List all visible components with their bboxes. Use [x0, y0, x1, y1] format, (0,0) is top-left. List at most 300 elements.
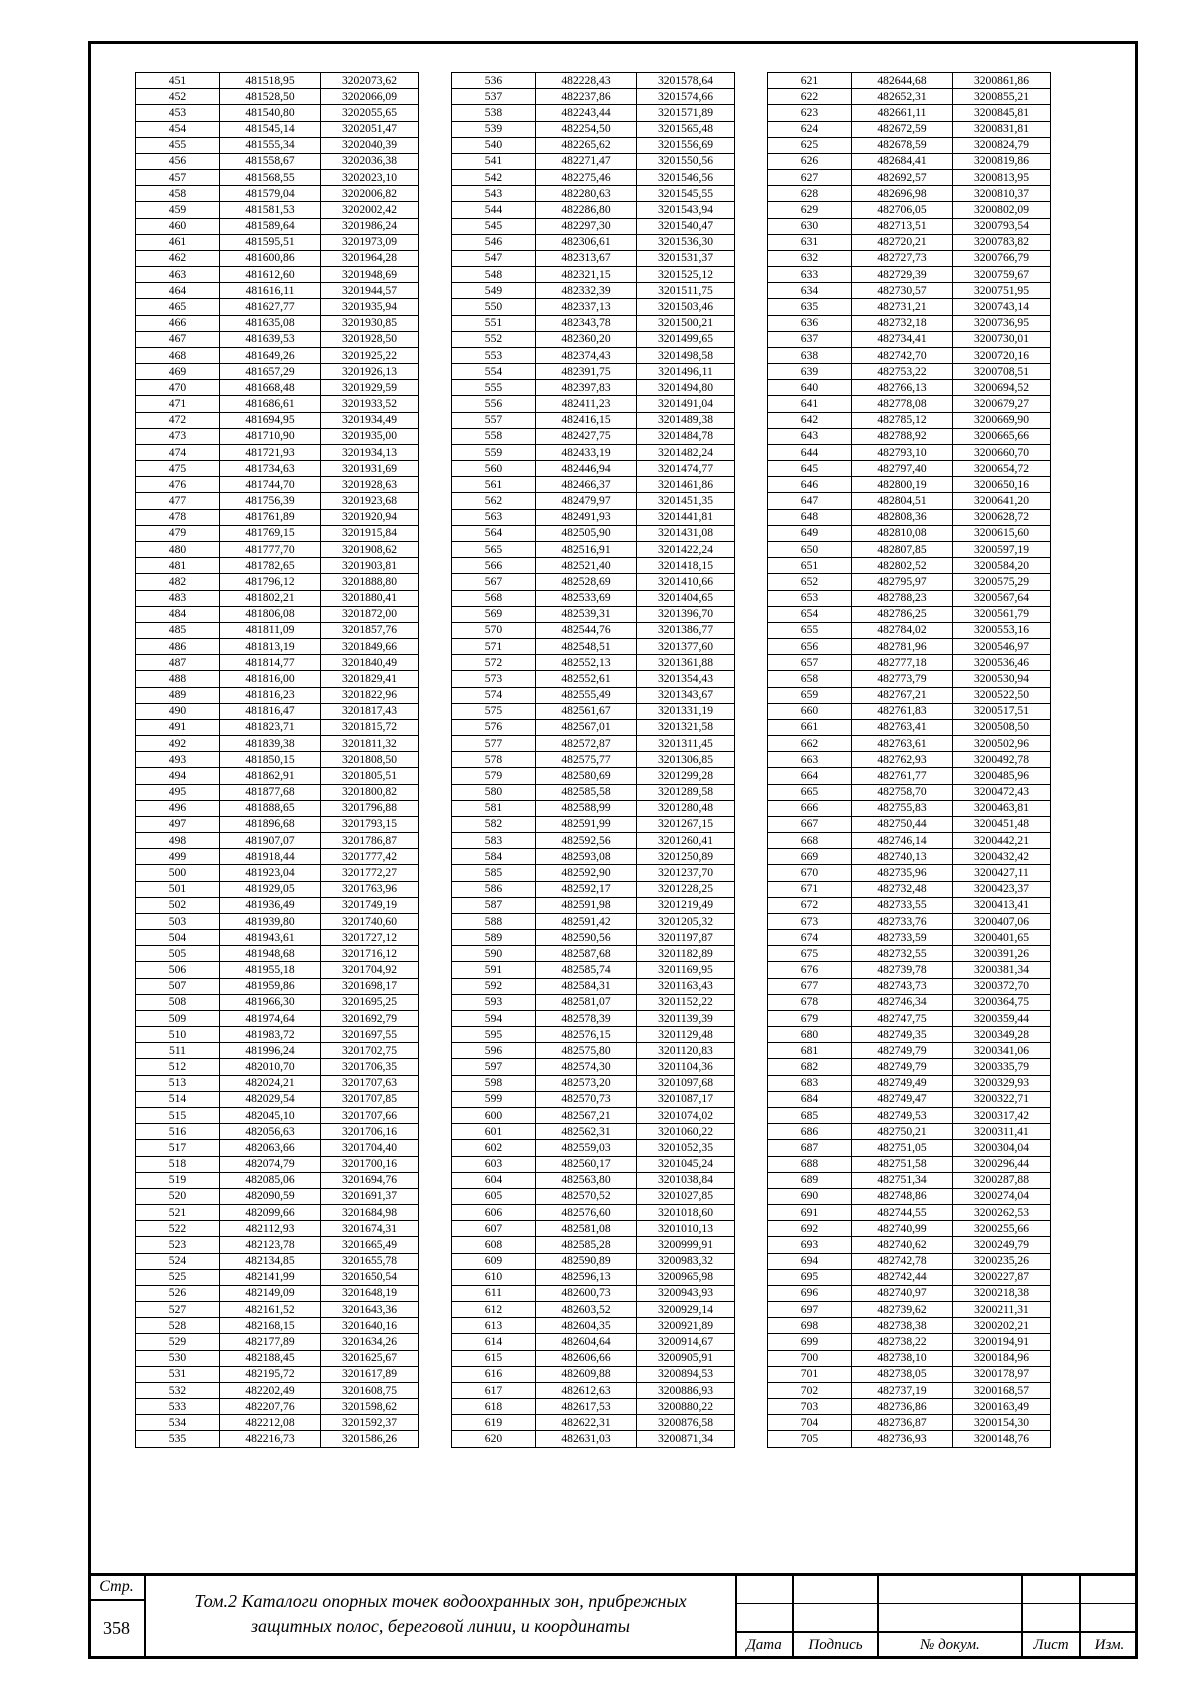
y-coordinate-cell: 3200802,09: [953, 202, 1051, 218]
x-coordinate-cell: 482749,53: [852, 1108, 953, 1124]
table-row: [768, 865, 1051, 881]
y-coordinate-cell: 3201727,12: [321, 930, 419, 946]
y-coordinate-cell: 3200407,06: [953, 913, 1051, 929]
x-coordinate-cell: 482606,66: [536, 1350, 637, 1366]
y-coordinate-cell: 3201299,28: [637, 768, 735, 784]
x-coordinate-cell: 482337,13: [536, 299, 637, 315]
y-coordinate-cell: 3200517,51: [953, 703, 1051, 719]
point-number-cell: 612: [452, 1302, 536, 1318]
y-coordinate-cell: 3200442,21: [953, 833, 1051, 849]
y-coordinate-cell: 3200317,42: [953, 1108, 1051, 1124]
x-coordinate-cell: 482560,17: [536, 1156, 637, 1172]
point-number-cell: 500: [136, 865, 220, 881]
table-row: [136, 784, 419, 800]
y-coordinate-cell: 3200553,16: [953, 622, 1051, 638]
point-number-cell: 562: [452, 493, 536, 509]
x-coordinate-cell: 482207,76: [220, 1399, 321, 1415]
point-number-cell: 554: [452, 364, 536, 380]
point-number-cell: 537: [452, 89, 536, 105]
x-coordinate-cell: 481974,64: [220, 1010, 321, 1026]
table-row: [136, 1350, 419, 1366]
y-coordinate-cell: 3201536,30: [637, 234, 735, 250]
table-row: [768, 590, 1051, 606]
point-number-cell: 491: [136, 719, 220, 735]
x-coordinate-cell: 481996,24: [220, 1043, 321, 1059]
point-number-cell: 507: [136, 978, 220, 994]
point-number-cell: 475: [136, 461, 220, 477]
x-coordinate-cell: 482567,21: [536, 1108, 637, 1124]
coordinate-table-3: [767, 72, 1051, 1448]
point-number-cell: 564: [452, 525, 536, 541]
x-coordinate-cell: 481694,95: [220, 412, 321, 428]
y-coordinate-cell: 3201964,28: [321, 250, 419, 266]
point-number-cell: 474: [136, 444, 220, 460]
x-coordinate-cell: 481823,71: [220, 719, 321, 735]
table-row: [768, 73, 1051, 89]
point-number-cell: 577: [452, 736, 536, 752]
y-coordinate-cell: 3201152,22: [637, 994, 735, 1010]
x-coordinate-cell: 482254,50: [536, 121, 637, 137]
x-coordinate-cell: 481896,68: [220, 816, 321, 832]
point-number-cell: 497: [136, 816, 220, 832]
y-coordinate-cell: 3200401,65: [953, 930, 1051, 946]
point-number-cell: 666: [768, 800, 852, 816]
point-number-cell: 522: [136, 1221, 220, 1237]
x-coordinate-cell: 482730,57: [852, 283, 953, 299]
x-coordinate-cell: 481545,14: [220, 121, 321, 137]
x-coordinate-cell: 482727,73: [852, 250, 953, 266]
table-row: [136, 800, 419, 816]
y-coordinate-cell: 3200287,88: [953, 1172, 1051, 1188]
x-coordinate-cell: 481877,68: [220, 784, 321, 800]
table-row: [136, 978, 419, 994]
coordinate-table-2: [451, 72, 735, 1448]
table-row: [768, 234, 1051, 250]
table-row: [768, 703, 1051, 719]
x-coordinate-cell: 482591,99: [536, 816, 637, 832]
point-number-cell: 705: [768, 1431, 852, 1447]
x-coordinate-cell: 482343,78: [536, 315, 637, 331]
y-coordinate-cell: 3201811,32: [321, 736, 419, 752]
table-row: [452, 655, 735, 671]
table-row: [136, 1253, 419, 1269]
point-number-cell: 599: [452, 1091, 536, 1107]
table-row: [136, 267, 419, 283]
table-row: [136, 331, 419, 347]
x-coordinate-cell: 482090,59: [220, 1188, 321, 1204]
y-coordinate-cell: 3200381,34: [953, 962, 1051, 978]
point-number-cell: 547: [452, 250, 536, 266]
point-number-cell: 586: [452, 881, 536, 897]
point-number-cell: 636: [768, 315, 852, 331]
point-number-cell: 620: [452, 1431, 536, 1447]
point-number-cell: 589: [452, 930, 536, 946]
table-row: [136, 1108, 419, 1124]
x-coordinate-cell: 482123,78: [220, 1237, 321, 1253]
table-row: [768, 1043, 1051, 1059]
stamp-col-date: Дата: [746, 1637, 782, 1653]
point-number-cell: 624: [768, 121, 852, 137]
y-coordinate-cell: 3201880,41: [321, 590, 419, 606]
y-coordinate-cell: 3201643,36: [321, 1302, 419, 1318]
point-number-cell: 696: [768, 1285, 852, 1301]
y-coordinate-cell: 3201496,11: [637, 364, 735, 380]
table-row: [452, 1108, 735, 1124]
y-coordinate-cell: 3200669,90: [953, 412, 1051, 428]
point-number-cell: 494: [136, 768, 220, 784]
table-row: [768, 396, 1051, 412]
y-coordinate-cell: 3201704,40: [321, 1140, 419, 1156]
point-number-cell: 653: [768, 590, 852, 606]
y-coordinate-cell: 3200296,44: [953, 1156, 1051, 1172]
y-coordinate-cell: 3201707,66: [321, 1108, 419, 1124]
x-coordinate-cell: 482749,35: [852, 1027, 953, 1043]
x-coordinate-cell: 481811,09: [220, 622, 321, 638]
y-coordinate-cell: 3201948,69: [321, 267, 419, 283]
table-row: [452, 218, 735, 234]
table-row: [768, 978, 1051, 994]
y-coordinate-cell: 3200999,91: [637, 1237, 735, 1253]
y-coordinate-cell: 3201935,94: [321, 299, 419, 315]
x-coordinate-cell: 482738,22: [852, 1334, 953, 1350]
point-number-cell: 610: [452, 1269, 536, 1285]
point-number-cell: 688: [768, 1156, 852, 1172]
table-row: [136, 186, 419, 202]
table-row: [452, 444, 735, 460]
table-row: [768, 1399, 1051, 1415]
x-coordinate-cell: 482807,85: [852, 541, 953, 557]
point-number-cell: 681: [768, 1043, 852, 1059]
point-number-cell: 684: [768, 1091, 852, 1107]
y-coordinate-cell: 3200766,79: [953, 250, 1051, 266]
table-row: [452, 186, 735, 202]
x-coordinate-cell: 482788,23: [852, 590, 953, 606]
y-coordinate-cell: 3202036,38: [321, 153, 419, 169]
y-coordinate-cell: 3200322,71: [953, 1091, 1051, 1107]
table-row: [452, 202, 735, 218]
table-row: [136, 881, 419, 897]
point-number-cell: 665: [768, 784, 852, 800]
y-coordinate-cell: 3201422,24: [637, 541, 735, 557]
table-row: [452, 639, 735, 655]
point-number-cell: 560: [452, 461, 536, 477]
table-row: [136, 1334, 419, 1350]
table-row: [768, 493, 1051, 509]
table-row: [136, 234, 419, 250]
point-number-cell: 698: [768, 1318, 852, 1334]
table-row: [452, 250, 735, 266]
y-coordinate-cell: 3201796,88: [321, 800, 419, 816]
y-coordinate-cell: 3201205,32: [637, 913, 735, 929]
y-coordinate-cell: 3202040,39: [321, 137, 419, 153]
point-number-cell: 629: [768, 202, 852, 218]
y-coordinate-cell: 3201018,60: [637, 1205, 735, 1221]
y-coordinate-cell: 3200759,67: [953, 267, 1051, 283]
x-coordinate-cell: 482580,69: [536, 768, 637, 784]
table-row: [452, 946, 735, 962]
x-coordinate-cell: 482609,88: [536, 1366, 637, 1382]
table-row: [768, 364, 1051, 380]
x-coordinate-cell: 481816,00: [220, 671, 321, 687]
point-number-cell: 611: [452, 1285, 536, 1301]
table-row: [768, 1302, 1051, 1318]
y-coordinate-cell: 3200965,98: [637, 1269, 735, 1285]
table-row: [768, 946, 1051, 962]
point-number-cell: 476: [136, 477, 220, 493]
table-row: [768, 1156, 1051, 1172]
x-coordinate-cell: 482085,06: [220, 1172, 321, 1188]
table-row: [768, 1334, 1051, 1350]
table-row: [452, 881, 735, 897]
x-coordinate-cell: 482590,56: [536, 930, 637, 946]
point-number-cell: 597: [452, 1059, 536, 1075]
point-number-cell: 479: [136, 525, 220, 541]
x-coordinate-cell: 482243,44: [536, 105, 637, 121]
y-coordinate-cell: 3201598,62: [321, 1399, 419, 1415]
x-coordinate-cell: 481918,44: [220, 849, 321, 865]
table-row: [452, 347, 735, 363]
table-row: [768, 444, 1051, 460]
y-coordinate-cell: 3200751,95: [953, 283, 1051, 299]
y-coordinate-cell: 3201540,47: [637, 218, 735, 234]
x-coordinate-cell: 482141,99: [220, 1269, 321, 1285]
table-row: [768, 331, 1051, 347]
point-number-cell: 668: [768, 833, 852, 849]
table-row: [452, 137, 735, 153]
point-number-cell: 647: [768, 493, 852, 509]
x-coordinate-cell: 482544,76: [536, 622, 637, 638]
y-coordinate-cell: 3200364,75: [953, 994, 1051, 1010]
point-number-cell: 704: [768, 1415, 852, 1431]
table-row: [452, 833, 735, 849]
table-row: [768, 428, 1051, 444]
x-coordinate-cell: 482736,86: [852, 1399, 953, 1415]
x-coordinate-cell: 482572,87: [536, 736, 637, 752]
x-coordinate-cell: 481668,48: [220, 380, 321, 396]
stamp-divider: [736, 1603, 1138, 1604]
y-coordinate-cell: 3200810,37: [953, 186, 1051, 202]
point-number-cell: 584: [452, 849, 536, 865]
x-coordinate-cell: 482590,89: [536, 1253, 637, 1269]
y-coordinate-cell: 3200905,91: [637, 1350, 735, 1366]
point-number-cell: 556: [452, 396, 536, 412]
point-number-cell: 644: [768, 444, 852, 460]
table-row: [452, 1140, 735, 1156]
point-number-cell: 469: [136, 364, 220, 380]
x-coordinate-cell: 482736,93: [852, 1431, 953, 1447]
table-row: [768, 816, 1051, 832]
y-coordinate-cell: 3201934,13: [321, 444, 419, 460]
x-coordinate-cell: 482706,05: [852, 202, 953, 218]
y-coordinate-cell: 3200679,27: [953, 396, 1051, 412]
x-coordinate-cell: 482746,14: [852, 833, 953, 849]
point-number-cell: 576: [452, 719, 536, 735]
table-row: [452, 1350, 735, 1366]
table-row: [768, 1075, 1051, 1091]
document-title-line1: Том.2 Каталоги опорных точек водоохранных зон, прибрежных: [194, 1591, 687, 1611]
x-coordinate-cell: 482570,73: [536, 1091, 637, 1107]
y-coordinate-cell: 3200530,94: [953, 671, 1051, 687]
table-row: [136, 461, 419, 477]
y-coordinate-cell: 3201498,58: [637, 347, 735, 363]
point-number-cell: 593: [452, 994, 536, 1010]
table-row: [452, 380, 735, 396]
y-coordinate-cell: 3201545,55: [637, 186, 735, 202]
table-row: [452, 428, 735, 444]
x-coordinate-cell: 482773,79: [852, 671, 953, 687]
y-coordinate-cell: 3201139,39: [637, 1010, 735, 1026]
x-coordinate-cell: 482593,08: [536, 849, 637, 865]
point-number-cell: 488: [136, 671, 220, 687]
x-coordinate-cell: 482747,75: [852, 1010, 953, 1026]
table-row: [768, 1431, 1051, 1447]
x-coordinate-cell: 482742,78: [852, 1253, 953, 1269]
y-coordinate-cell: 3201973,09: [321, 234, 419, 250]
table-row: [136, 1140, 419, 1156]
x-coordinate-cell: 482177,89: [220, 1334, 321, 1350]
table-row: [136, 428, 419, 444]
y-coordinate-cell: 3200202,21: [953, 1318, 1051, 1334]
y-coordinate-cell: 3201698,17: [321, 978, 419, 994]
x-coordinate-cell: 482644,68: [852, 73, 953, 89]
x-coordinate-cell: 482713,51: [852, 218, 953, 234]
y-coordinate-cell: 3201872,00: [321, 606, 419, 622]
point-number-cell: 674: [768, 930, 852, 946]
point-number-cell: 677: [768, 978, 852, 994]
table-row: [136, 590, 419, 606]
y-coordinate-cell: 3201920,94: [321, 509, 419, 525]
table-row: [452, 541, 735, 557]
table-row: [452, 493, 735, 509]
table-row: [452, 396, 735, 412]
y-coordinate-cell: 3201197,87: [637, 930, 735, 946]
table-row: [136, 218, 419, 234]
x-coordinate-cell: 481635,08: [220, 315, 321, 331]
point-number-cell: 464: [136, 283, 220, 299]
table-row: [768, 186, 1051, 202]
table-row: [452, 687, 735, 703]
x-coordinate-cell: 481814,77: [220, 655, 321, 671]
point-number-cell: 468: [136, 347, 220, 363]
y-coordinate-cell: 3200597,19: [953, 541, 1051, 557]
x-coordinate-cell: 481639,53: [220, 331, 321, 347]
y-coordinate-cell: 3200211,31: [953, 1302, 1051, 1318]
x-coordinate-cell: 482739,62: [852, 1302, 953, 1318]
table-row: [136, 1156, 419, 1172]
y-coordinate-cell: 3200413,41: [953, 897, 1051, 913]
y-coordinate-cell: 3201684,98: [321, 1205, 419, 1221]
y-coordinate-cell: 3201674,31: [321, 1221, 419, 1237]
x-coordinate-cell: 482729,39: [852, 267, 953, 283]
table-row: [768, 541, 1051, 557]
point-number-cell: 570: [452, 622, 536, 638]
x-coordinate-cell: 482433,19: [536, 444, 637, 460]
y-coordinate-cell: 3201120,83: [637, 1043, 735, 1059]
point-number-cell: 601: [452, 1124, 536, 1140]
x-coordinate-cell: 482237,86: [536, 89, 637, 105]
y-coordinate-cell: 3200861,86: [953, 73, 1051, 89]
point-number-cell: 695: [768, 1269, 852, 1285]
point-number-cell: 630: [768, 218, 852, 234]
table-row: [452, 978, 735, 994]
point-number-cell: 480: [136, 541, 220, 557]
point-number-cell: 657: [768, 655, 852, 671]
table-row: [136, 541, 419, 557]
x-coordinate-cell: 482746,34: [852, 994, 953, 1010]
x-coordinate-cell: 482622,31: [536, 1415, 637, 1431]
stamp-divider: [736, 1631, 1138, 1633]
point-number-cell: 470: [136, 380, 220, 396]
point-number-cell: 590: [452, 946, 536, 962]
table-row: [768, 1285, 1051, 1301]
point-number-cell: 633: [768, 267, 852, 283]
y-coordinate-cell: 3200708,51: [953, 364, 1051, 380]
table-row: [768, 1269, 1051, 1285]
x-coordinate-cell: 482411,23: [536, 396, 637, 412]
y-coordinate-cell: 3201169,95: [637, 962, 735, 978]
x-coordinate-cell: 482010,70: [220, 1059, 321, 1075]
y-coordinate-cell: 3200423,37: [953, 881, 1051, 897]
point-number-cell: 600: [452, 1108, 536, 1124]
table-row: [768, 315, 1051, 331]
y-coordinate-cell: 3201499,65: [637, 331, 735, 347]
table-row: [136, 768, 419, 784]
point-number-cell: 685: [768, 1108, 852, 1124]
y-coordinate-cell: 3201716,12: [321, 946, 419, 962]
table-row: [136, 752, 419, 768]
y-coordinate-cell: 3201451,35: [637, 493, 735, 509]
y-coordinate-cell: 3201808,50: [321, 752, 419, 768]
point-number-cell: 512: [136, 1059, 220, 1075]
table-row: [452, 1415, 735, 1431]
y-coordinate-cell: 3201311,45: [637, 736, 735, 752]
x-coordinate-cell: 482739,78: [852, 962, 953, 978]
point-number-cell: 495: [136, 784, 220, 800]
point-number-cell: 529: [136, 1334, 220, 1350]
x-coordinate-cell: 482612,63: [536, 1382, 637, 1398]
table-row: [768, 299, 1051, 315]
table-row: [768, 525, 1051, 541]
point-number-cell: 638: [768, 347, 852, 363]
x-coordinate-cell: 482631,03: [536, 1431, 637, 1447]
y-coordinate-cell: 3201931,69: [321, 461, 419, 477]
y-coordinate-cell: 3201097,68: [637, 1075, 735, 1091]
table-row: [136, 736, 419, 752]
point-number-cell: 518: [136, 1156, 220, 1172]
x-coordinate-cell: 482559,03: [536, 1140, 637, 1156]
y-coordinate-cell: 3201695,25: [321, 994, 419, 1010]
y-coordinate-cell: 3200184,96: [953, 1350, 1051, 1366]
table-row: [768, 202, 1051, 218]
table-row: [768, 574, 1051, 590]
table-row: [136, 946, 419, 962]
table-row: [768, 1237, 1051, 1253]
point-number-cell: 689: [768, 1172, 852, 1188]
table-row: [768, 994, 1051, 1010]
table-row: [452, 574, 735, 590]
y-coordinate-cell: 3200262,53: [953, 1205, 1051, 1221]
x-coordinate-cell: 482427,75: [536, 428, 637, 444]
y-coordinate-cell: 3200329,93: [953, 1075, 1051, 1091]
point-number-cell: 606: [452, 1205, 536, 1221]
point-number-cell: 619: [452, 1415, 536, 1431]
x-coordinate-cell: 482740,13: [852, 849, 953, 865]
point-number-cell: 555: [452, 380, 536, 396]
x-coordinate-cell: 481948,68: [220, 946, 321, 962]
table-row: [452, 1059, 735, 1075]
point-number-cell: 616: [452, 1366, 536, 1382]
table-row: [452, 962, 735, 978]
